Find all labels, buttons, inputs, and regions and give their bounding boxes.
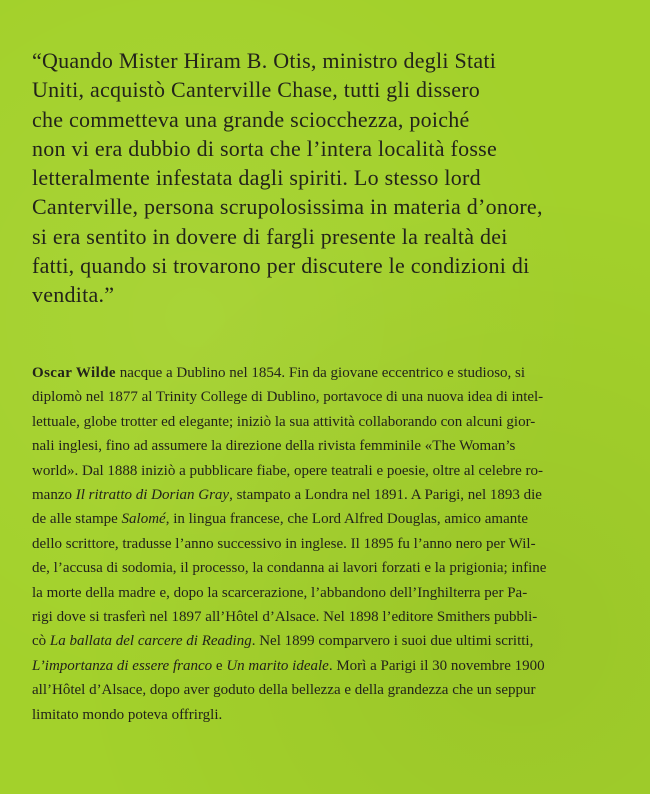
bio-text: . Nel 1899 comparvero i suoi due ultimi scritti,	[251, 633, 534, 650]
author-biography	[32, 361, 626, 727]
quote-line: vendita.”	[32, 282, 115, 308]
bio-line	[32, 483, 626, 507]
quote-line: Uniti, acquistò Canterville Chase, tutti gli dissero	[32, 77, 481, 103]
bio-text: , stampato a Londra nel 1891. A Parigi, nel 1893 die	[229, 487, 542, 504]
bio-line: lettuale, globe trotter ed elegante; iniziò la sua attività collaborando con alcuni gior-	[32, 413, 536, 430]
book-title: L’importanza di essere franco	[32, 657, 213, 674]
bio-text: , in lingua francese, che Lord Alfred Douglas, amico amante	[165, 511, 529, 528]
bio-line: all’Hôtel d’Alsace, dopo aver goduto della bellezza e della grandezza che un seppur	[32, 682, 536, 699]
quote-line: si era sentito in dovere di fargli presente la realtà dei	[32, 223, 508, 249]
bio-line: limitato mondo poteva offrirgli.	[32, 706, 223, 723]
quote-line: che commetteva una grande sciocchezza, poiché	[32, 106, 470, 132]
book-title: Il ritratto di Dorian Gray	[75, 487, 230, 504]
bio-line: world». Dal 1888 iniziò a pubblicare fiabe, opere teatrali e poesie, oltre al celebre ro-	[32, 462, 544, 479]
quote-line: Canterville, persona scrupolosissima in materia d’onore,	[32, 194, 543, 220]
quote-line: fatti, quando si trovarono per discutere le condizioni di	[32, 253, 530, 279]
bio-line: la morte della madre e, dopo la scarcerazione, l’abbandono dell’Inghilterra per Pa-	[32, 584, 528, 601]
bio-text: nacque a Dublino nel 1854. Fin da giovane eccentrico e studioso, si	[116, 365, 526, 381]
quote-line: non vi era dubbio di sorta che l’intera località fosse	[32, 135, 497, 161]
bio-line: de, l’accusa di sodomia, il processo, la condanna ai lavori forzati e la prigionia; infine	[32, 560, 547, 577]
bio-line	[32, 361, 626, 385]
quote-line: letteralmente infestata dagli spiriti. Lo stesso lord	[32, 165, 481, 191]
bio-text: e	[212, 657, 227, 674]
bio-line: diplomò nel 1877 al Trinity College di Dublino, portavoce di una nuova idea di intel-	[32, 389, 544, 406]
excerpt-quote	[32, 46, 632, 310]
bio-text: . Morì a Parigi il 30 novembre 1900	[328, 657, 545, 674]
bio-line	[32, 507, 626, 531]
bio-line: dello scrittore, tradusse l’anno successivo in inglese. Il 1895 fu l’anno nero per Wil-	[32, 535, 536, 552]
bio-text: de alle stampe	[32, 511, 122, 528]
book-title: Salomé	[121, 511, 166, 528]
bio-line: nali inglesi, fino ad assumere la direzione della rivista femminile «The Woman’s	[32, 438, 516, 455]
quote-line: “Quando Mister Hiram B. Otis, ministro degli Stati	[32, 48, 497, 73]
bio-line	[32, 629, 626, 653]
bio-text: cò	[32, 633, 50, 650]
bio-text: manzo	[32, 487, 76, 504]
book-title: Un marito ideale	[226, 657, 329, 674]
book-title: La ballata del carcere di Reading	[49, 633, 252, 650]
bio-line	[32, 654, 626, 678]
bio-line: rigi dove si trasferì nel 1897 all’Hôtel d’Alsace. Nel 1898 l’editore Smithers pubbli-	[32, 609, 538, 626]
author-name: Oscar Wilde	[32, 365, 116, 381]
